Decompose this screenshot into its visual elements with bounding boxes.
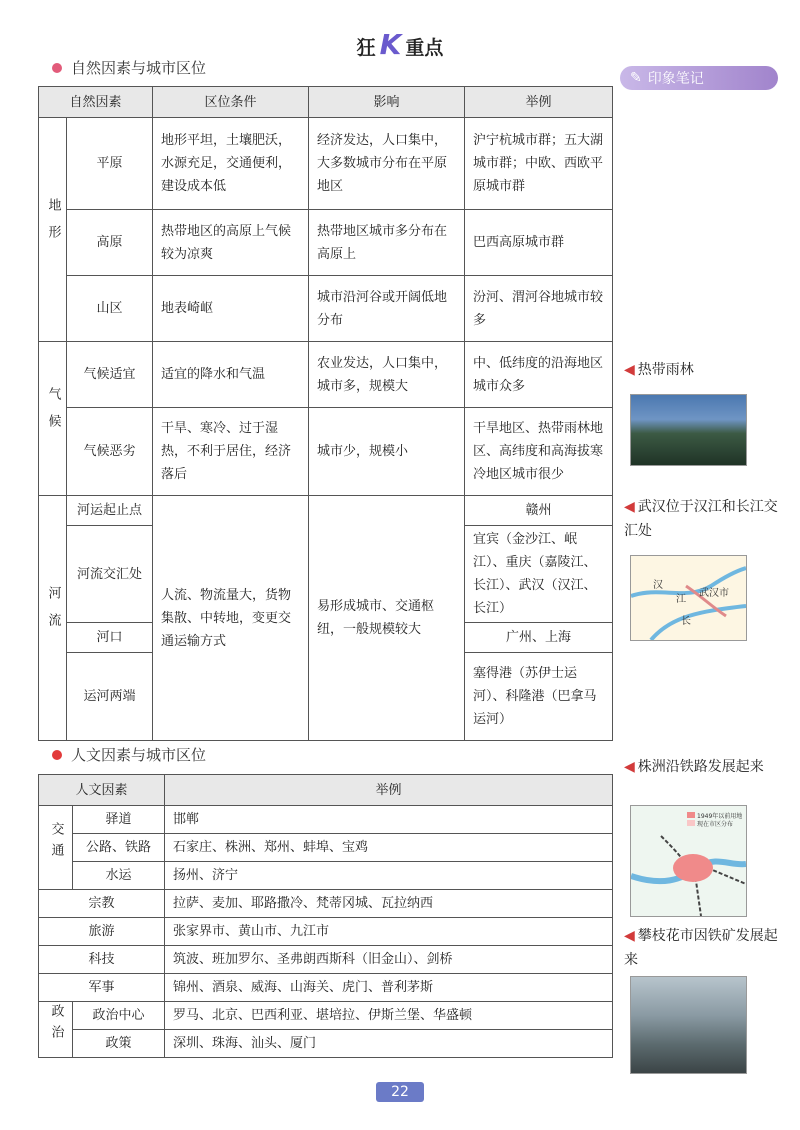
human-factors-table [38,774,613,1058]
caption-text: 株洲沿铁路发展起来 [637,759,764,775]
legend-swatch [687,812,695,818]
caption-wuhan [624,495,784,543]
example-cell: 宜宾（金沙江、岷江）、重庆（嘉陵江、长江）、武汉（汉江、长江） [465,526,613,623]
example-cell: 筑波、班加罗尔、圣弗朗西斯科（旧金山）、剑桥 [165,946,613,974]
group-climate [39,342,67,496]
condition-cell: 热带地区的高原上气候较为凉爽 [153,210,309,276]
example-cell: 中、低纬度的沿海地区城市众多 [465,342,613,408]
table-row [39,806,613,834]
example-cell: 邯郸 [165,806,613,834]
group-transport [39,806,73,890]
table-row [39,862,613,890]
table-row [39,890,613,918]
group-label: 地形 [45,197,61,252]
note-icon: ✎ [630,70,642,86]
page-number: 22 [376,1082,424,1102]
effect-cell: 热带地区城市多分布在高原上 [309,210,465,276]
table-row [39,974,613,1002]
factor-cell: 政策 [73,1030,165,1058]
table-row [39,918,613,946]
factor-cell: 政治中心 [73,1002,165,1030]
factor-cell: 河口 [67,623,153,653]
map-label: 武汉市 [699,588,729,599]
table-row [39,1002,613,1030]
bullet-icon [52,63,62,73]
section-human-title [52,744,206,765]
map-label: 汉 [653,580,663,591]
table-row [39,118,613,210]
section-natural-label: 自然因素与城市区位 [71,59,207,77]
caption-rainforest [624,358,784,382]
factor-cell: 山区 [67,276,153,342]
wuhan-map-svg [631,556,746,640]
triangle-icon: ◀ [624,499,635,515]
caption-text: 热带雨林 [637,362,694,378]
group-politics [39,1002,73,1058]
note-tag [620,66,778,90]
triangle-icon: ◀ [624,759,635,775]
example-cell: 石家庄、株洲、郑州、蚌埠、宝鸡 [165,834,613,862]
effect-cell: 农业发达，人口集中，城市多，规模大 [309,342,465,408]
table-row [39,210,613,276]
group-label: 气候 [45,386,61,441]
caption-text: 武汉位于汉江和长江交汇处 [624,499,778,539]
example-cell: 拉萨、麦加、耶路撒冷、梵蒂冈城、瓦拉纳西 [165,890,613,918]
caption-text: 攀枝花市因铁矿发展起来 [624,928,778,968]
example-cell: 锦州、酒泉、威海、山海关、虎门、普利茅斯 [165,974,613,1002]
table-row [39,834,613,862]
map-label: 长 [681,616,691,627]
table-row [39,946,613,974]
group-river [39,496,67,741]
example-cell: 张家界市、黄山市、九江市 [165,918,613,946]
factor-cell: 科技 [39,946,165,974]
effect-cell: 城市沿河谷或开阔低地分布 [309,276,465,342]
table-row [39,496,613,526]
zhuzhou-map [630,805,747,917]
table-row [39,408,613,496]
example-cell: 赣州 [465,496,613,526]
brand-logo: K [379,28,402,61]
factor-cell: 气候适宜 [67,342,153,408]
section-human-label: 人文因素与城市区位 [71,746,207,764]
factor-cell: 宗教 [39,890,165,918]
condition-cell: 干旱、寒冷、过于湿热，不利于居住，经济落后 [153,408,309,496]
col-header: 举例 [465,87,613,118]
example-cell: 巴西高原城市群 [465,210,613,276]
factor-cell: 水运 [73,862,165,890]
map-legend: 1949年以前用地 [697,813,743,820]
example-cell: 扬州、济宁 [165,862,613,890]
factor-cell: 运河两端 [67,653,153,741]
bullet-icon [52,750,62,760]
group-label: 河流 [45,586,61,640]
page-header [330,28,470,60]
rainforest-photo [630,394,747,466]
caption-panzhihua [624,924,784,972]
triangle-icon: ◀ [624,362,635,378]
factor-cell: 河流交汇处 [67,526,153,623]
example-cell: 广州、上海 [465,623,613,653]
factor-cell: 河运起止点 [67,496,153,526]
table-row [39,276,613,342]
table-row [39,342,613,408]
city-area [673,854,713,882]
condition-cell: 地表崎岖 [153,276,309,342]
caption-zhuzhou [624,755,784,779]
example-cell: 汾河、渭河谷地城市较多 [465,276,613,342]
group-label: 政治 [48,1003,64,1046]
wuhan-map [630,555,747,641]
factor-cell: 公路、铁路 [73,834,165,862]
header-left: 狂 [356,37,376,59]
legend-swatch [687,820,695,826]
col-header: 举例 [165,775,613,806]
factor-cell: 高原 [67,210,153,276]
condition-cell: 人流、物流量大，货物集散、中转地，变更交通运输方式 [153,496,309,741]
zhuzhou-map-svg [631,806,746,916]
group-terrain [39,118,67,342]
col-header: 自然因素 [39,87,153,118]
panzhihua-photo [630,976,747,1074]
example-cell: 塞得港（苏伊士运河）、科隆港（巴拿马运河） [465,653,613,741]
header-right: 重点 [405,37,444,59]
condition-cell: 适宜的降水和气温 [153,342,309,408]
effect-cell: 经济发达，人口集中，大多数城市分布在平原地区 [309,118,465,210]
example-cell: 干旱地区、热带雨林地区、高纬度和高海拔寒冷地区城市很少 [465,408,613,496]
factor-cell: 驿道 [73,806,165,834]
example-cell: 深圳、珠海、汕头、厦门 [165,1030,613,1058]
section-natural-title [52,57,206,78]
factor-cell: 军事 [39,974,165,1002]
triangle-icon: ◀ [624,928,635,944]
note-tag-label: 印象笔记 [647,71,704,87]
river-line [651,606,746,640]
factor-cell: 气候恶劣 [67,408,153,496]
map-legend: 现在市区分布 [697,821,734,828]
example-cell: 沪宁杭城市群；五大湖城市群；中欧、西欧平原城市群 [465,118,613,210]
effect-cell: 易形成城市、交通枢纽，一般规模较大 [309,496,465,741]
table-row [39,1030,613,1058]
factor-cell: 平原 [67,118,153,210]
col-header: 区位条件 [153,87,309,118]
map-label: 江 [676,594,686,605]
effect-cell: 城市少，规模小 [309,408,465,496]
col-header: 人文因素 [39,775,165,806]
condition-cell: 地形平坦，土壤肥沃，水源充足，交通便利，建设成本低 [153,118,309,210]
group-label: 交通 [48,821,64,864]
natural-factors-table [38,86,613,741]
example-cell: 罗马、北京、巴西利亚、堪培拉、伊斯兰堡、华盛顿 [165,1002,613,1030]
col-header: 影响 [309,87,465,118]
factor-cell: 旅游 [39,918,165,946]
